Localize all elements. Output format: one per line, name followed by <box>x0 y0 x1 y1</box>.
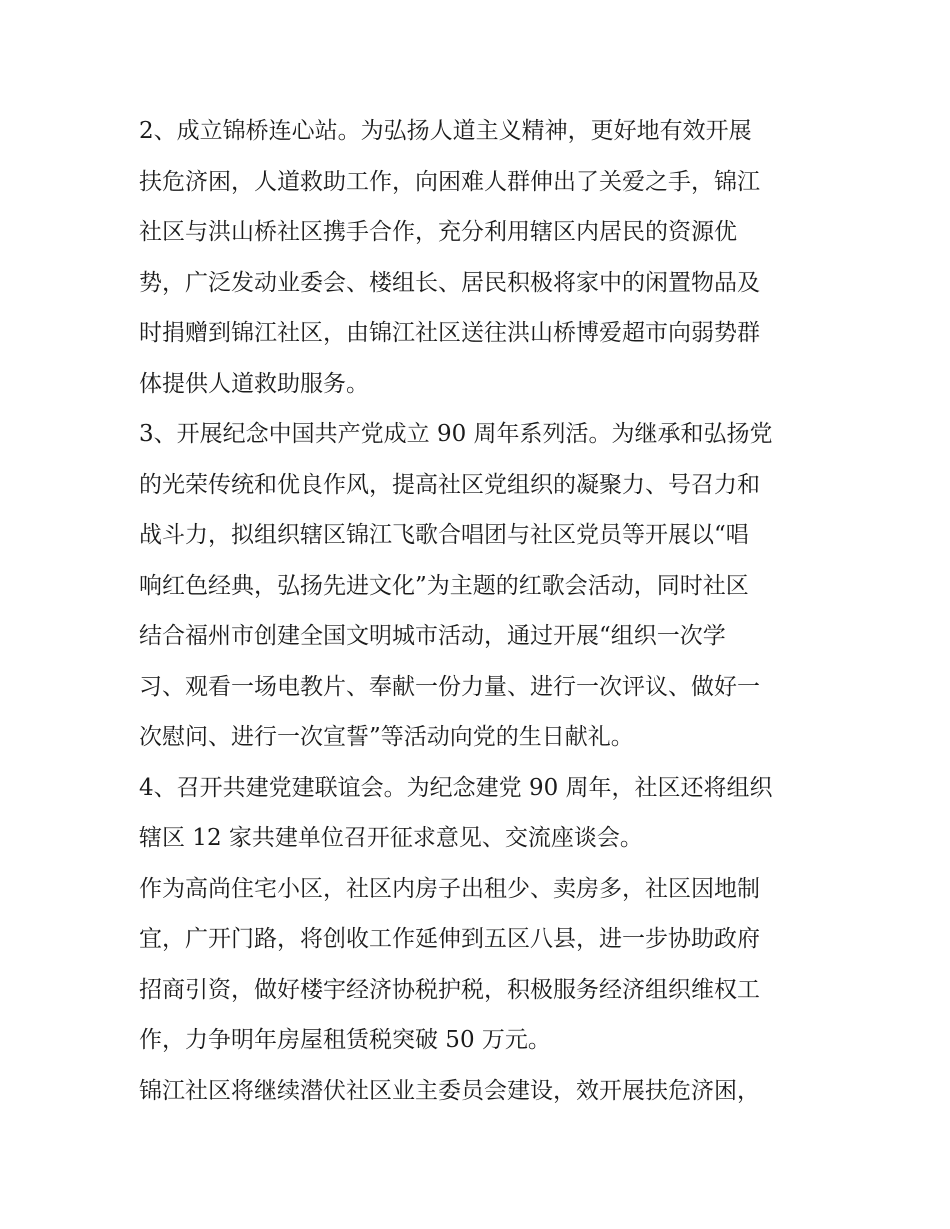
text-line: 4、召开共建党建联谊会。为纪念建党 90 周年，社区还将组织 <box>139 774 773 801</box>
text-line: 扶危济困，人道救助工作，向困难人群伸出了关爱之手，锦江 <box>139 168 760 195</box>
text-line: 3、开展纪念中国共产党成立 90 周年系列活。为继承和弘扬党 <box>139 421 773 447</box>
text-line: 次慰问、进行一次宣誓”等活动向党的生日献礼。 <box>139 724 634 750</box>
text-line: 的光荣传统和优良作风，提高社区党组织的凝聚力、号召力和 <box>139 471 760 498</box>
document-body <box>139 106 819 1116</box>
text-line: 时捐赠到锦江社区，由锦江社区送往洪山桥博爱超市向弱势群 <box>139 320 760 346</box>
text-line: 势，广泛发动业委会、楼组长、居民积极将家中的闲置物品及 <box>139 269 760 296</box>
text-line: 2、成立锦桥连心站。为弘扬人道主义精神，更好地有效开展 <box>139 118 752 144</box>
text-line: 结合福州市创建全国文明城市活动，通过开展“组织一次学 <box>139 623 726 649</box>
text-line: 响红色经典，弘扬先进文化”为主题的红歌会活动，同时社区 <box>139 572 749 599</box>
text-line: 作为高尚住宅小区，社区内房子出租少、卖房多，社区因地制 <box>139 875 760 902</box>
text-line: 锦江社区将继续潜伏社区业主委员会建设，效开展扶危济困， <box>139 1077 760 1104</box>
text-line: 社区与洪山桥社区携手合作，充分利用辖区内居民的资源优 <box>139 219 737 245</box>
text-line: 战斗力，拟组织辖区锦江飞歌合唱团与社区党员等开展以“唱 <box>139 522 749 548</box>
text-line: 宜，广开门路，将创收工作延伸到五区八县，进一步协助政府 <box>139 926 760 952</box>
text-line: 作，力争明年房屋租赁税突破 50 万元。 <box>139 1027 551 1053</box>
text-line: 体提供人道救助服务。 <box>139 370 369 397</box>
text-line: 习、观看一场电教片、奉献一份力量、进行一次评议、做好一 <box>139 673 760 700</box>
text-line: 辖区 12 家共建单位召开征求意见、交流座谈会。 <box>139 825 643 851</box>
text-line: 招商引资，做好楼宇经济协税护税，积极服务经济组织维权工 <box>139 976 760 1003</box>
